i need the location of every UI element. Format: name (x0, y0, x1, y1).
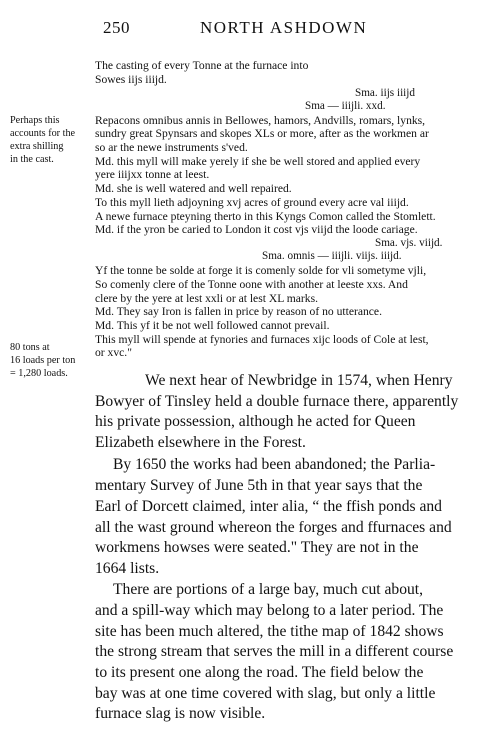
margin-note-line: extra shilling (10, 141, 64, 152)
record-line: Md. she is well watered and well repaired. (95, 182, 292, 195)
record-line: A newe furnace pteyning therto in this Kyngs Comon called the Stomlett. (95, 210, 436, 223)
margin-note-line: = 1,280 loads. (10, 368, 68, 379)
body-line: By 1650 the works had been abandoned; the Parlia- (113, 456, 436, 473)
margin-note-line: 80 tons at (10, 342, 50, 353)
body-line: workmens howses were seated." They are not in the (95, 539, 419, 556)
record-line: yere iiijxx tonne at leest. (95, 168, 210, 181)
record-line: Md. This yf it be not well followed cannot prevail. (95, 319, 330, 332)
record-line: or xvc." (95, 346, 132, 359)
margin-note (10, 341, 92, 380)
body-line: There are portions of a large bay, much cut about, (113, 581, 424, 598)
margin-note-line: 16 loads per ton (10, 355, 76, 366)
record-line: sundry great Spynsars and skopes XLs or more, after as the workmen ar (95, 127, 429, 140)
record-line: Md. this myll will make yerely if she be well stored and applied every (95, 155, 421, 168)
margin-note (10, 114, 92, 166)
page-number: 250 (103, 18, 130, 37)
margin-note-line: accounts for the (10, 128, 76, 139)
body-line: and a spill-way which may belong to a later period. The (95, 602, 444, 619)
body-line: 1664 lists. (95, 560, 160, 577)
body-line: mentary Survey of June 5th in that year says that the (95, 477, 423, 494)
record-total: Sma — iiijli. xxd. (305, 100, 386, 112)
body-line: Bowyer of Tinsley held a double furnace there, apparently (95, 393, 459, 410)
record-line: clere by the yere at lest xxli or at lest XL marks. (95, 292, 318, 305)
body-line: furnace slag is now visible. (95, 705, 266, 722)
record-line: Md. if the yron be caried to London it cost vjs viijd the loode cariage. (95, 223, 418, 236)
body-line: Earl of Dorcett claimed, inter alia, “ the ffish ponds and (95, 498, 442, 515)
record-total: Sma. iijs iiijd (355, 87, 415, 99)
body-line: his private possession, although he acted for Queen (95, 413, 416, 430)
record-line: Md. They say Iron is fallen in price by reason of no utterance. (95, 305, 382, 318)
body-line: the strong stream that serves the mill in a different course (95, 643, 454, 660)
body-line: bay was at one time covered with slag, but only a little (95, 685, 436, 702)
record-line: This myll will spende at fynories and furnaces xijc loods of Cole at lest, (95, 333, 429, 346)
record-line: The casting of every Tonne at the furnace into (95, 59, 309, 72)
record-line: Sowes iijs iiijd. (95, 73, 167, 86)
record-line: So comenly clere of the Tonne oone with another at leeste xxs. And (95, 278, 408, 291)
body-line: site has been much altered, the tithe map of 1842 shows (95, 623, 444, 640)
margin-note-line: Perhaps this (10, 115, 60, 126)
record-total: Sma. vjs. viijd. (375, 237, 443, 249)
record-line: Yf the tonne be solde at forge it is comenly solde for vli sometyme vjli, (95, 264, 427, 277)
running-title: NORTH ASHDOWN (200, 18, 368, 37)
body-line: We next hear of Newbridge in 1574, when Henry (145, 372, 453, 389)
body-line: Elizabeth elsewhere in the Forest. (95, 434, 306, 451)
margin-note-line: in the cast. (10, 154, 54, 165)
body-line: to its present one along the road. The field below the (95, 664, 424, 681)
record-total: Sma. omnis — iiijli. viijs. iiijd. (262, 250, 402, 262)
record-line: Repacons omnibus annis in Bellowes, hamors, Andvills, romars, lynks, (95, 114, 426, 127)
record-line: To this myll lieth adjoyning xvj acres of ground every acre val iiijd. (95, 196, 409, 209)
body-line: all the wast ground whereon the forges and ffurnaces and (95, 519, 452, 536)
record-line: so ar the newe instruments s'ved. (95, 141, 248, 154)
